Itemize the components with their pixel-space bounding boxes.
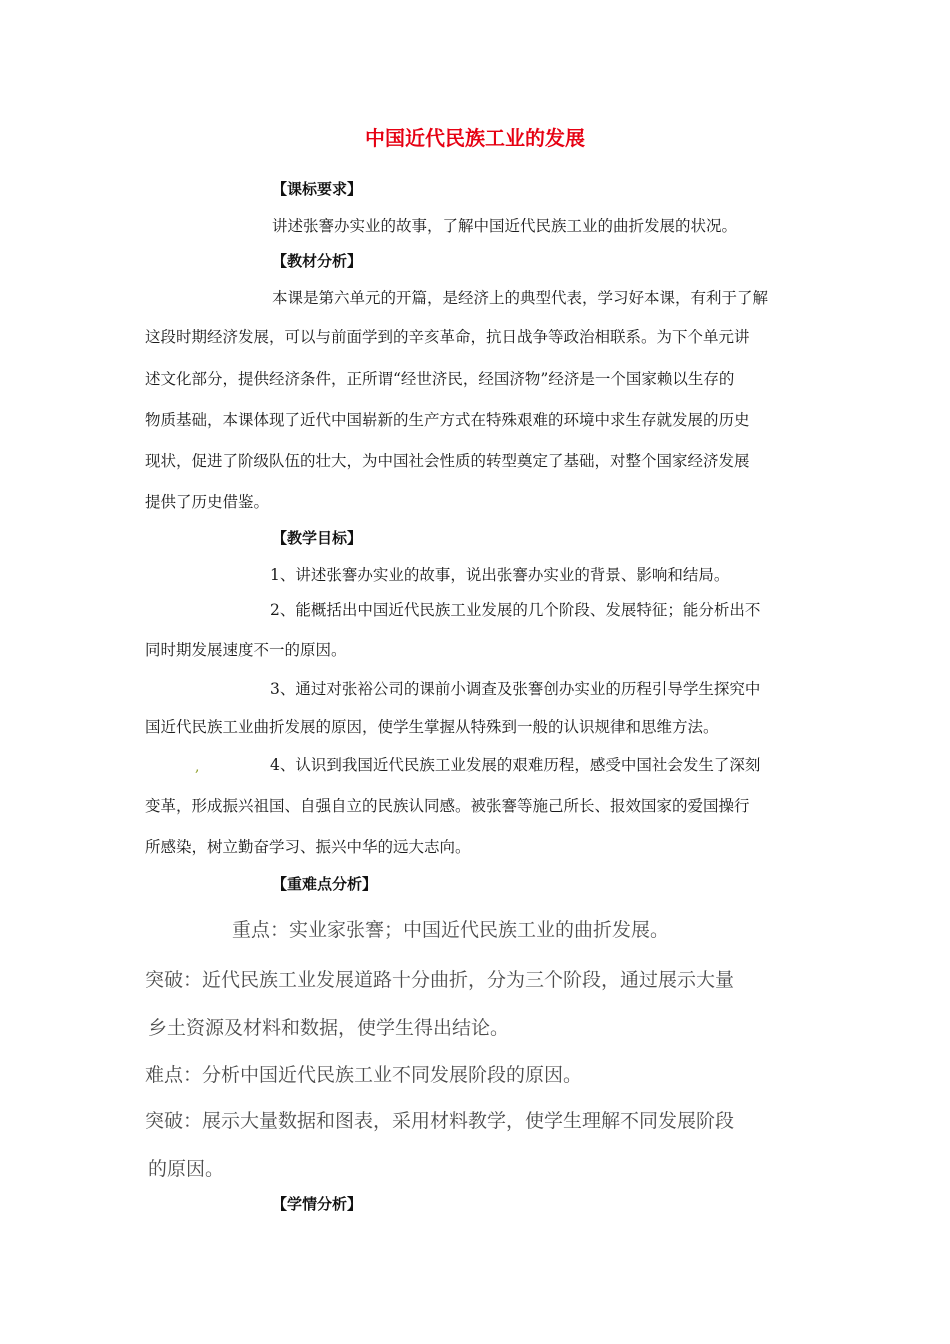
stray-mark: , [195,759,200,775]
goals-line: 同时期发展速度不一的原因。 [145,641,347,659]
heading-standard: 【课标要求】 [272,180,363,198]
keypoints-line: 突破：展示大量数据和图表，采用材料教学，使学生理解不同发展阶段 [145,1110,735,1132]
document-title: 中国近代民族工业的发展 [365,126,585,150]
keypoints-line: 难点：分析中国近代民族工业不同发展阶段的原因。 [145,1064,583,1086]
goals-line: 所感染，树立勤奋学习、振兴中华的远大志向。 [145,838,471,856]
goals-line: 3、通过对张裕公司的课前小调查及张謇创办实业的历程引导学生探究中 [270,680,761,698]
heading-keypoints: 【重难点分析】 [272,875,378,893]
keypoints-line: 重点：实业家张謇；中国近代民族工业的曲折发展。 [232,919,670,941]
heading-learners: 【学情分析】 [272,1195,363,1213]
goals-line: 1、讲述张謇办实业的故事，说出张謇办实业的背景、影响和结局。 [270,566,730,584]
analysis-line: 物质基础，本课体现了近代中国崭新的生产方式在特殊艰难的环境中求生存就发展的历史 [145,411,750,429]
goals-line: 国近代民族工业曲折发展的原因，使学生掌握从特殊到一般的认识规律和思维方法。 [145,718,719,736]
goals-line: 变革，形成振兴祖国、自强自立的民族认同感。被张謇等施己所长、报效国家的爱国操行 [145,797,750,815]
keypoints-line: 突破：近代民族工业发展道路十分曲折，分为三个阶段，通过展示大量 [145,969,735,991]
goals-line: 4、认识到我国近代民族工业发展的艰难历程，感受中国社会发生了深刻 [270,756,761,774]
heading-analysis: 【教材分析】 [272,252,363,270]
heading-goals: 【教学目标】 [272,529,363,547]
goals-line: 2、能概括出中国近代民族工业发展的几个阶段、发展特征；能分析出不 [270,601,761,619]
keypoints-line: 的原因。 [148,1158,225,1180]
analysis-line: 现状，促进了阶级队伍的壮大，为中国社会性质的转型奠定了基础，对整个国家经济发展 [145,452,750,470]
analysis-line: 述文化部分，提供经济条件，正所谓“经世济民，经国济物”经济是一个国家赖以生存的 [145,370,735,388]
standard-line: 讲述张謇办实业的故事，了解中国近代民族工业的曲折发展的状况。 [272,217,738,235]
analysis-line: 提供了历史借鉴。 [145,493,270,511]
keypoints-line: 乡土资源及材料和数据，使学生得出结论。 [148,1017,510,1039]
analysis-line: 这段时期经济发展，可以与前面学到的辛亥革命，抗日战争等政治相联系。为下个单元讲 [145,328,750,346]
analysis-line: 本课是第六单元的开篇，是经济上的典型代表，学习好本课，有利于了解 [272,289,769,307]
